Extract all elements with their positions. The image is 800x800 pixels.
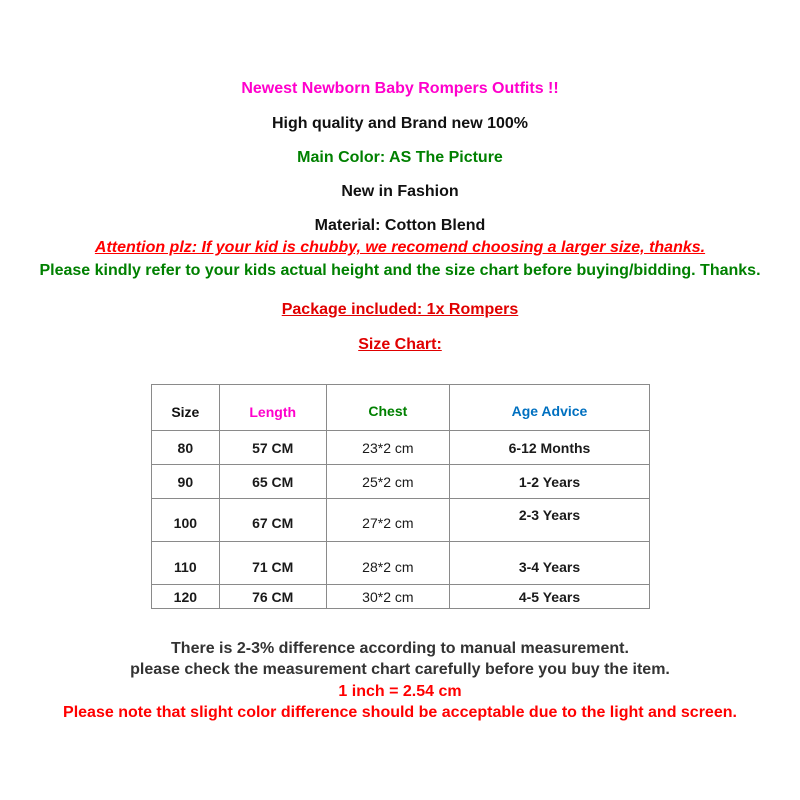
cell-size: 100 [152,499,220,542]
cell-size: 90 [152,465,220,499]
title-line: Newest Newborn Baby Rompers Outfits !! [241,80,559,97]
cell-chest: 23*2 cm [326,431,449,465]
main-color-line: Main Color: AS The Picture [297,149,503,166]
cell-length: 76 CM [219,585,326,609]
difference-note: There is 2-3% difference according to manual measurement. [171,640,629,657]
attention-line: Attention plz: If your kid is chubby, we recomend choosing a larger size, thanks. [94,239,706,256]
color-difference-note: Please note that slight color difference should be acceptable due to the light and screen. [63,704,737,721]
cell-size: 80 [152,431,220,465]
cell-age: 4-5 Years [449,585,649,609]
check-note: please check the measurement chart carefully before you buy the item. [130,661,670,678]
cell-chest: 28*2 cm [326,542,449,585]
cell-age: 2-3 Years [449,499,649,542]
cell-size: 120 [152,585,220,609]
cell-age: 6-12 Months [449,431,649,465]
header-age: Age Advice [449,385,649,431]
cell-length: 67 CM [219,499,326,542]
cell-length: 65 CM [219,465,326,499]
header-chest: Chest [326,385,449,431]
size-chart-heading: Size Chart: [358,336,442,353]
table-row [152,542,650,585]
table-row [152,431,650,465]
cell-chest: 27*2 cm [326,499,449,542]
quality-line: High quality and Brand new 100% [271,115,529,132]
cell-chest: 30*2 cm [326,585,449,609]
cell-length: 71 CM [219,542,326,585]
inch-conversion: 1 inch = 2.54 cm [338,683,462,700]
material-line: Material: Cotton Blend [314,217,486,234]
cell-age: 1-2 Years [449,465,649,499]
package-line: Package included: 1x Rompers [281,301,519,318]
cell-chest: 25*2 cm [326,465,449,499]
cell-length: 57 CM [219,431,326,465]
table-row [152,499,650,542]
table-header-row [152,385,650,431]
header-length: Length [219,385,326,431]
refer-line: Please kindly refer to your kids actual height and the size chart before buying/bidding. Thanks. [39,262,761,279]
table-row [152,585,650,609]
cell-age: 3-4 Years [449,542,649,585]
header-size: Size [152,385,220,431]
cell-size: 110 [152,542,220,585]
fashion-line: New in Fashion [341,183,459,200]
table-row [152,465,650,499]
size-chart-table [151,384,650,609]
